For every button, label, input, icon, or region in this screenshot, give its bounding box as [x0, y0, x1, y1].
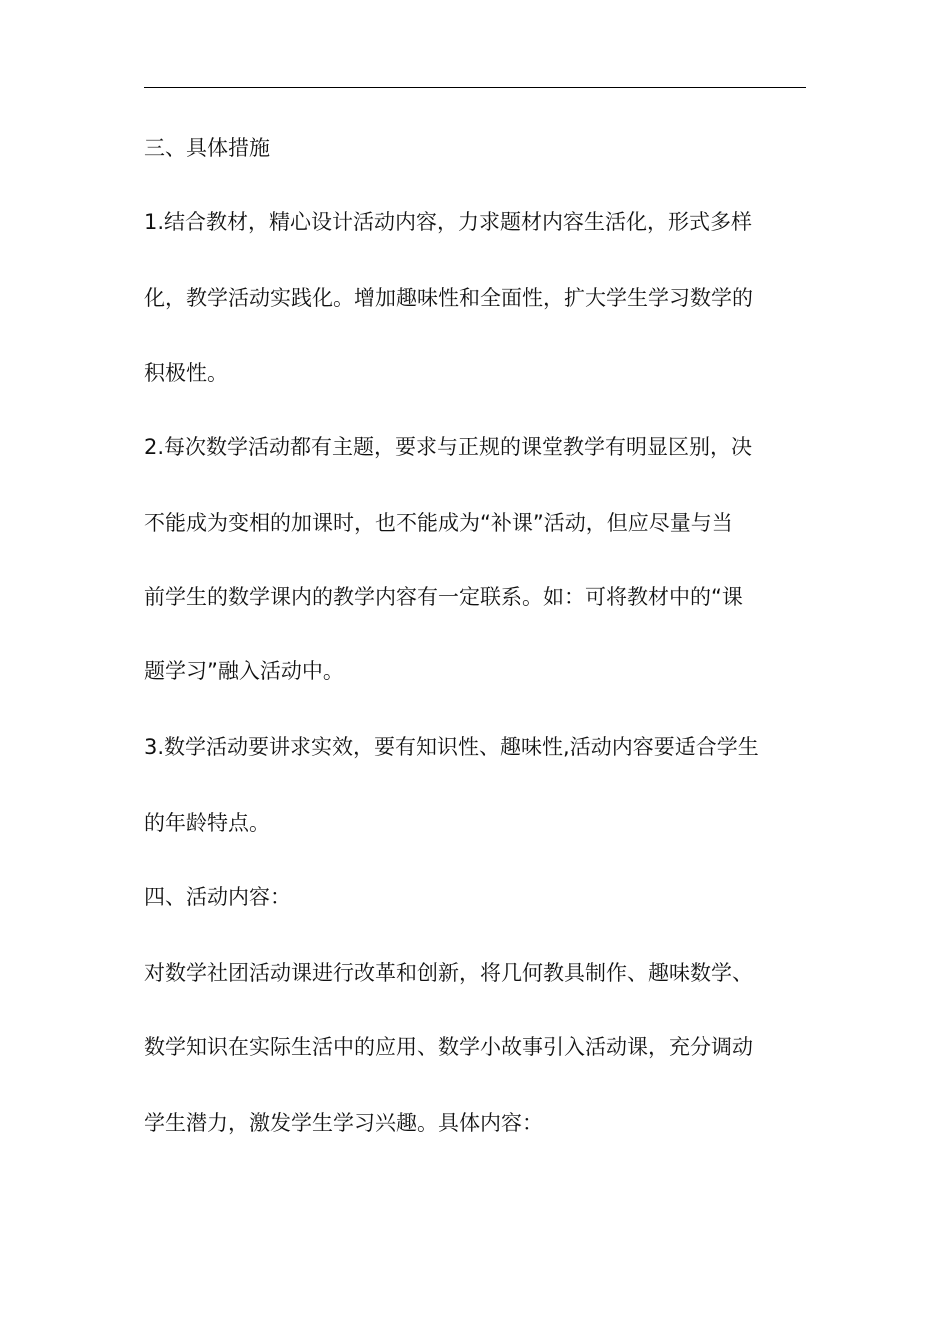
- paragraph-line: 前学生的数学课内的教学内容有一定联系。如：可将教材中的“课: [144, 585, 743, 609]
- paragraph-line: 3.数学活动要讲求实效，要有知识性、趣味性,活动内容要适合学生: [144, 735, 759, 759]
- paragraph-line: 数学知识在实际生活中的应用、数学小故事引入活动课，充分调动: [144, 1035, 753, 1059]
- paragraph-line: 化，教学活动实践化。增加趣味性和全面性，扩大学生学习数学的: [144, 286, 753, 310]
- section-heading-measures: 三、具体措施: [144, 136, 270, 160]
- section-heading-content: 四、活动内容：: [144, 885, 291, 909]
- paragraph-line: 学生潜力，激发学生学习兴趣。具体内容：: [144, 1111, 543, 1135]
- paragraph-line: 不能成为变相的加课时，也不能成为“补课”活动，但应尽量与当: [144, 511, 733, 535]
- paragraph-line: 2.每次数学活动都有主题，要求与正规的课堂教学有明显区别，决: [144, 435, 753, 459]
- paragraph-line: 题学习”融入活动中。: [144, 659, 344, 683]
- paragraph-line: 积极性。: [144, 361, 228, 385]
- header-rule: [144, 87, 806, 88]
- paragraph-line: 的年龄特点。: [144, 811, 270, 835]
- paragraph-line: 1.结合教材，精心设计活动内容，力求题材内容生活化，形式多样: [144, 210, 753, 234]
- paragraph-line: 对数学社团活动课进行改革和创新，将几何教具制作、趣味数学、: [144, 961, 753, 985]
